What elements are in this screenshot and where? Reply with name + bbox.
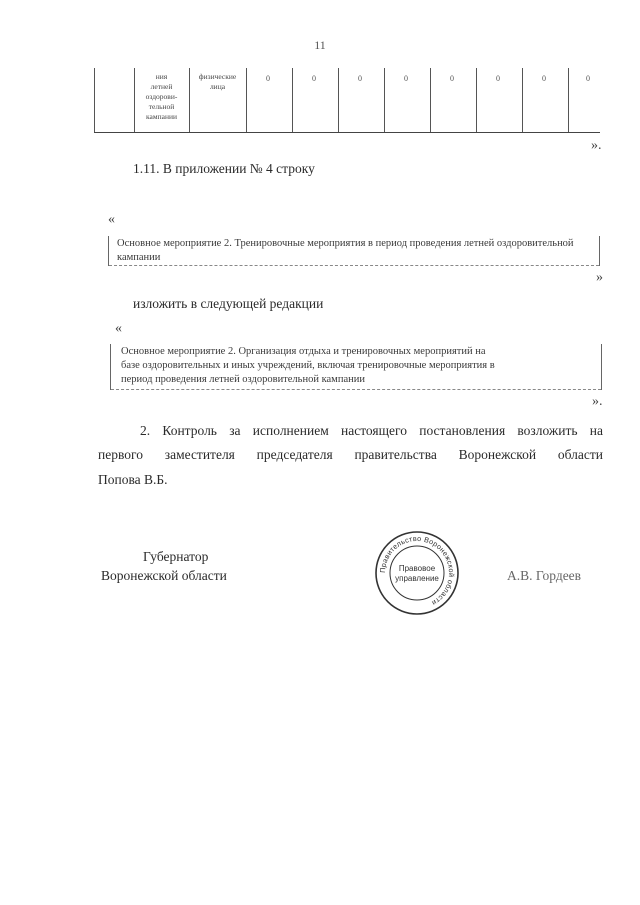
svg-text:Правовое: Правовое [398,564,436,573]
table-cell-zero: 0 [450,74,454,83]
open-quote: « [115,321,122,336]
signatory-title-line-2: Воронежской области [101,568,227,583]
table-cell-zero: 0 [266,74,270,83]
table-cell-zero: 0 [586,74,590,83]
table-cell-zero: 0 [312,74,316,83]
table-cell-recipient: физические лица [198,72,237,91]
signatory-title-line-1: Губернатор [143,549,209,564]
table-cell-zero: 0 [404,74,408,83]
paragraph-2-line-3: Попова В.Б. [98,472,168,487]
old-row-text: Основное мероприятие 2. Тренировочные мероприятия в период проведения летней оздоровительной кампании [117,238,574,263]
table-fragment [94,68,600,133]
official-stamp [374,530,460,616]
paragraph-2-line-1: 2. Контроль за исполнением настоящего постановления возложить на [140,423,603,438]
close-quote: ». [592,394,603,409]
open-quote: « [108,212,115,227]
table-cell-zero: 0 [358,74,362,83]
stamp-icon [374,530,460,616]
close-quote: » [596,270,603,285]
new-row-text: Основное мероприятие 2. Организация отдыха и тренировочных мероприятий на базе оздоровительных и иных учреждений, включая тренировочные мероприятия в период проведения летней оздоровительной кампании [121,346,495,385]
svg-text:управление: управление [395,574,439,583]
table-cell-name: ния летней оздорови- тельной кампании [145,72,178,121]
redaction-text: изложить в следующей редакции [133,296,324,311]
svg-text:Правительство Воронежской обла: Правительство Воронежской области [377,533,457,608]
signatory-name: А.В. Гордеев [507,568,582,583]
table-cell-zero: 0 [496,74,500,83]
new-row-box [110,344,602,390]
old-row-box [108,236,600,266]
item-1-11: 1.11. В приложении № 4 строку [133,161,315,176]
paragraph-2-line-2: первого заместителя председателя правительства Воронежской области [98,447,603,462]
close-quote: ». [591,138,602,153]
table-cell-zero: 0 [542,74,546,83]
page-number: 11 [314,38,326,52]
